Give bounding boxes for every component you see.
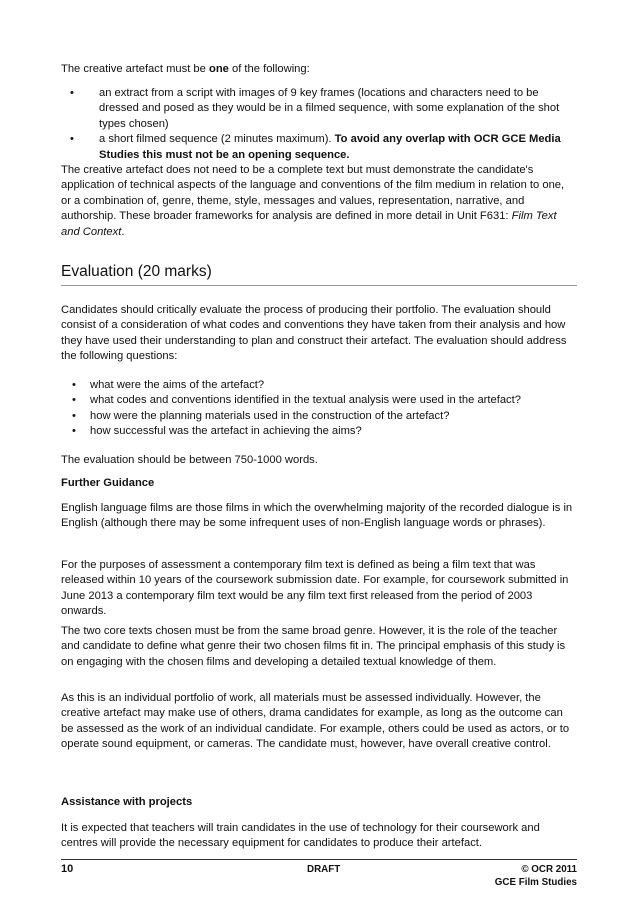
list-item-text: a short filmed sequence (2 minutes maximum).: [99, 133, 335, 146]
guidance-paragraph: For the purposes of assessment a contemporary film text is defined as being a film text that was released within 10 years of the coursework submission date. For example, for coursework submitted in June 2013 a contemporary film text would be any film text first released from the period of 2003 onwards.: [61, 559, 569, 618]
draft-label: DRAFT: [307, 864, 341, 875]
bullet-icon: •: [72, 379, 76, 391]
complete-text-paragraph: [61, 163, 577, 240]
bullet-icon: •: [72, 425, 76, 438]
word-count-note: The evaluation should be between 750-1000 words.: [61, 454, 318, 466]
list-item: [61, 393, 577, 408]
assistance-heading: Assistance with projects: [61, 796, 193, 808]
intro-text-end: of the following:: [228, 63, 310, 75]
copyright-text: © OCR 2011: [521, 864, 577, 875]
footer-divider: [61, 859, 577, 860]
paragraph-end: .: [121, 225, 125, 238]
paragraph-text: The creative artefact does not need to be a complete text but must demonstrate the candidate's application of technical aspects of the language and conventions of the film medium in relation to one, or a combination of, genre, theme, style, messages and values, representation, narrative, and authorship. These broader frameworks for analysis are defined in more detail in Unit F631:: [61, 164, 565, 223]
list-item: [61, 409, 577, 424]
intro-text: The creative artefact must be: [61, 63, 209, 75]
bullet-icon: •: [70, 87, 74, 99]
list-item-text: what were the aims of the artefact?: [90, 379, 265, 391]
list-item: [61, 86, 577, 132]
guidance-paragraph: The two core texts chosen must be from the same broad genre. However, it is the role of the teacher and candidate to define what genre their two chosen films fit in. The principal emphasis of this study is on engaging with the chosen films and developing a detailed textual knowledge of them.: [61, 625, 566, 668]
unit-title: Film Text and Context: [61, 210, 557, 238]
footer-right: [495, 863, 577, 889]
page-number: 10: [61, 863, 74, 875]
list-item: [61, 378, 577, 393]
list-item-text: how successful was the artefact in achieving the aims?: [90, 425, 362, 438]
list-item-text: what codes and conventions identified in the textual analysis were used in the artefact?: [90, 394, 521, 407]
intro-line: [61, 62, 310, 77]
artefact-options-list: [61, 86, 577, 163]
intro-emphasis: one: [209, 63, 229, 75]
subject-text: GCE Film Studies: [494, 877, 577, 888]
list-item: [61, 132, 577, 163]
bullet-icon: •: [70, 133, 74, 146]
bullet-icon: •: [72, 409, 76, 422]
evaluation-paragraph: Candidates should critically evaluate the process of producing their portfolio. The evaluation should consist of a consideration of what codes and conventions they have taken from their analysis and how they have used their understanding to plan and construct their artefact. The evaluation should address the following questions:: [61, 304, 567, 363]
further-guidance-heading: Further Guidance: [61, 477, 155, 489]
guidance-paragraph: As this is an individual portfolio of work, all materials must be assessed individually. However, the creative artefact may make use of others, drama candidates for example, as long as the outcome can be assessed as the work of an individual candidate. For example, others could be used as actors, or to operate sound equipment, or cameras. The candidate must, however, have overall creative control.: [61, 692, 570, 751]
evaluation-heading: Evaluation (20 marks): [61, 262, 577, 286]
evaluation-questions-list: [61, 378, 577, 440]
guidance-paragraph: English language films are those films in which the overwhelming majority of the recorded dialogue is in English (although there may be some infrequent uses of non-English language words or phrases).: [61, 502, 573, 530]
list-item-text: how were the planning materials used in the construction of the artefact?: [90, 409, 450, 422]
list-item: [61, 424, 577, 439]
list-item-emphasis: To avoid any overlap with OCR GCE Media Studies this must not be an opening sequence.: [99, 133, 561, 161]
list-item-text: an extract from a script with images of 9 key frames (locations and characters need to be dressed and posed as they would be in a filmed sequence, with some explanation of the shot types chosen): [99, 87, 560, 130]
assistance-paragraph: It is expected that teachers will train candidates in the use of technology for their coursework and centres will provide the necessary equipment for candidates to produce their artefact.: [61, 822, 540, 850]
bullet-icon: •: [72, 394, 76, 407]
